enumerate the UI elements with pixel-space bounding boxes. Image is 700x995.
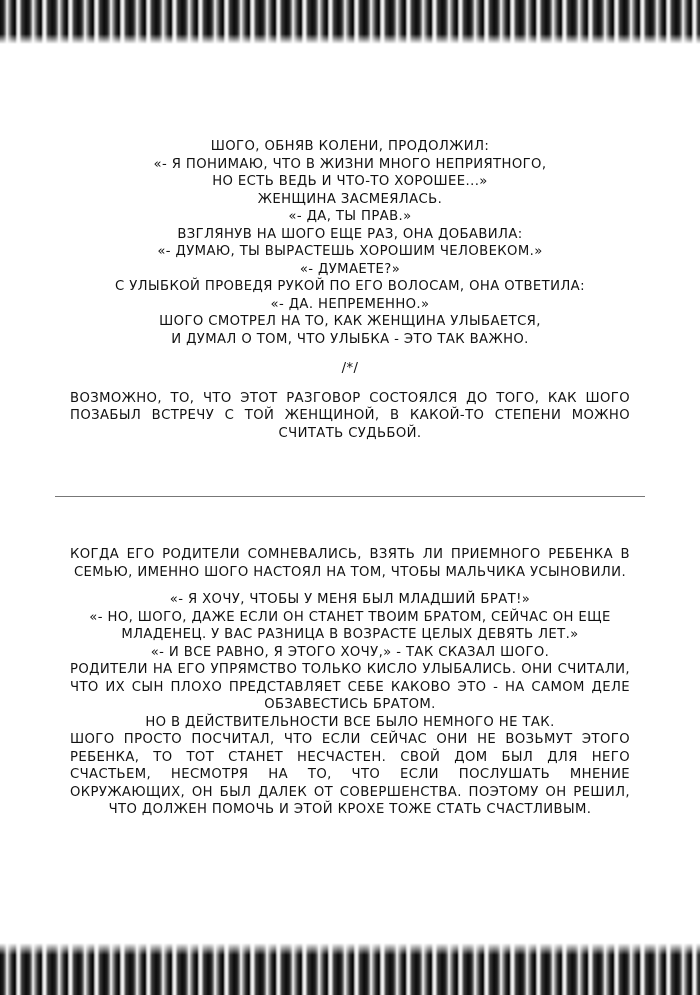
closing-paragraph: ВОЗМОЖНО, ТО, ЧТО ЭТОТ РАЗГОВОР СОСТОЯЛСЯ ДО ТОГО, КАК ШОГО ПОЗАБЫЛ ВСТРЕЧУ С ТОЙ ЖЕНЩИНОЙ, В КАКОЙ-ТО СТЕПЕНИ МОЖНО СЧИТАТЬ СУДЬБОЙ. [70, 390, 630, 441]
text-line: НО В ДЕЙСТВИТЕЛЬНОСТИ ВСЕ БЫЛО НЕМНОГО НЕ ТАК. [145, 714, 555, 730]
top-decorative-frame [0, 0, 700, 44]
text-line: ВЗГЛЯНУВ НА ШОГО ЕЩЕ РАЗ, ОНА ДОБАВИЛА: [177, 226, 523, 242]
text-line: «- Я ХОЧУ, ЧТОБЫ У МЕНЯ БЫЛ МЛАДШИЙ БРАТ!» [169, 592, 531, 607]
bottom-text-block [70, 546, 630, 819]
intro-paragraph: КОГДА ЕГО РОДИТЕЛИ СОМНЕВАЛИСЬ, ВЗЯТЬ ЛИ ПРИЕМНОГО РЕБЕНКА В СЕМЬЮ, ИМЕННО ШОГО НАСТОЯЛ НА ТОМ, ЧТОБЫ МАЛЬЧИКА УСЫНОВИЛИ. [70, 547, 630, 580]
text-line: ШОГО СМОТРЕЛ НА ТО, КАК ЖЕНЩИНА УЛЫБАЕТСЯ, [159, 314, 541, 329]
horizontal-divider [55, 496, 645, 497]
bottom-decorative-frame [0, 943, 700, 995]
top-text-block [70, 138, 630, 442]
text-line: С УЛЫБКОЙ ПРОВЕДЯ РУКОЙ ПО ЕГО ВОЛОСАМ, ОНА ОТВЕТИЛА: [115, 279, 585, 294]
text-line: «- ДУМАЮ, ТЫ ВЫРАСТЕШЬ ХОРОШИМ ЧЕЛОВЕКОМ.» [157, 244, 543, 259]
text-paragraph: РОДИТЕЛИ НА ЕГО УПРЯМСТВО ТОЛЬКО КИСЛО УЛЫБАЛИСЬ. ОНИ СЧИТАЛИ, ЧТО ИХ СЫН ПЛОХО ПРЕДСТАВЛЯЕТ СЕБЕ КАКОВО ЭТО - НА САМОМ ДЕЛЕ ОБЗАВЕСТИСЬ БРАТОМ. [70, 662, 630, 712]
text-line: ШОГО, ОБНЯВ КОЛЕНИ, ПРОДОЛЖИЛ: [210, 139, 490, 154]
text-line: «- И ВСЕ РАВНО, Я ЭТОГО ХОЧУ,» - ТАК СКАЗАЛ ШОГО. [150, 644, 550, 660]
section-separator: /*/ [341, 361, 359, 376]
text-line: ЖЕНЩИНА ЗАСМЕЯЛАСЬ. [257, 191, 443, 207]
text-line: НО ЕСТЬ ВЕДЬ И ЧТО-ТО ХОРОШЕЕ...» [212, 174, 488, 189]
text-line: «- ДУМАЕТЕ?» [299, 261, 401, 277]
text-paragraph: ШОГО ПРОСТО ПОСЧИТАЛ, ЧТО ЕСЛИ СЕЙЧАС ОНИ НЕ ВОЗЬМУТ ЭТОГО РЕБЕНКА, ТО ТОТ СТАНЕТ НЕСЧАСТЕН. СВОЙ ДОМ БЫЛ ДЛЯ НЕГО СЧАСТЬЕМ, НЕСМОТРЯ НА ТО, ЧТО ЕСЛИ ПОСЛУШАТЬ МНЕНИЕ ОКРУЖАЮЩИХ, ОН БЫЛ ДАЛЕК ОТ СОВЕРШЕНСТВА. ПОЭТОМУ ОН РЕШИЛ, ЧТО ДОЛЖЕН ПОМОЧЬ И ЭТОЙ КРОХЕ ТОЖЕ СТАТЬ СЧАСТЛИВЫМ. [70, 732, 630, 817]
text-line: «- Я ПОНИМАЮ, ЧТО В ЖИЗНИ МНОГО НЕПРИЯТНОГО, [153, 156, 547, 172]
text-line: «- ДА. НЕПРЕМЕННО.» [270, 296, 430, 312]
text-line: «- ДА, ТЫ ПРАВ.» [288, 209, 412, 224]
text-line: «- НО, ШОГО, ДАЖЕ ЕСЛИ ОН СТАНЕТ ТВОИМ БРАТОМ, СЕЙЧАС ОН ЕЩЕ МЛАДЕНЕЦ. У ВАС РАЗНИЦА В ВОЗРАСТЕ ЦЕЛЫХ ДЕВЯТЬ ЛЕТ.» [89, 609, 611, 642]
text-line: И ДУМАЛ О ТОМ, ЧТО УЛЫБКА - ЭТО ТАК ВАЖНО. [171, 331, 529, 347]
